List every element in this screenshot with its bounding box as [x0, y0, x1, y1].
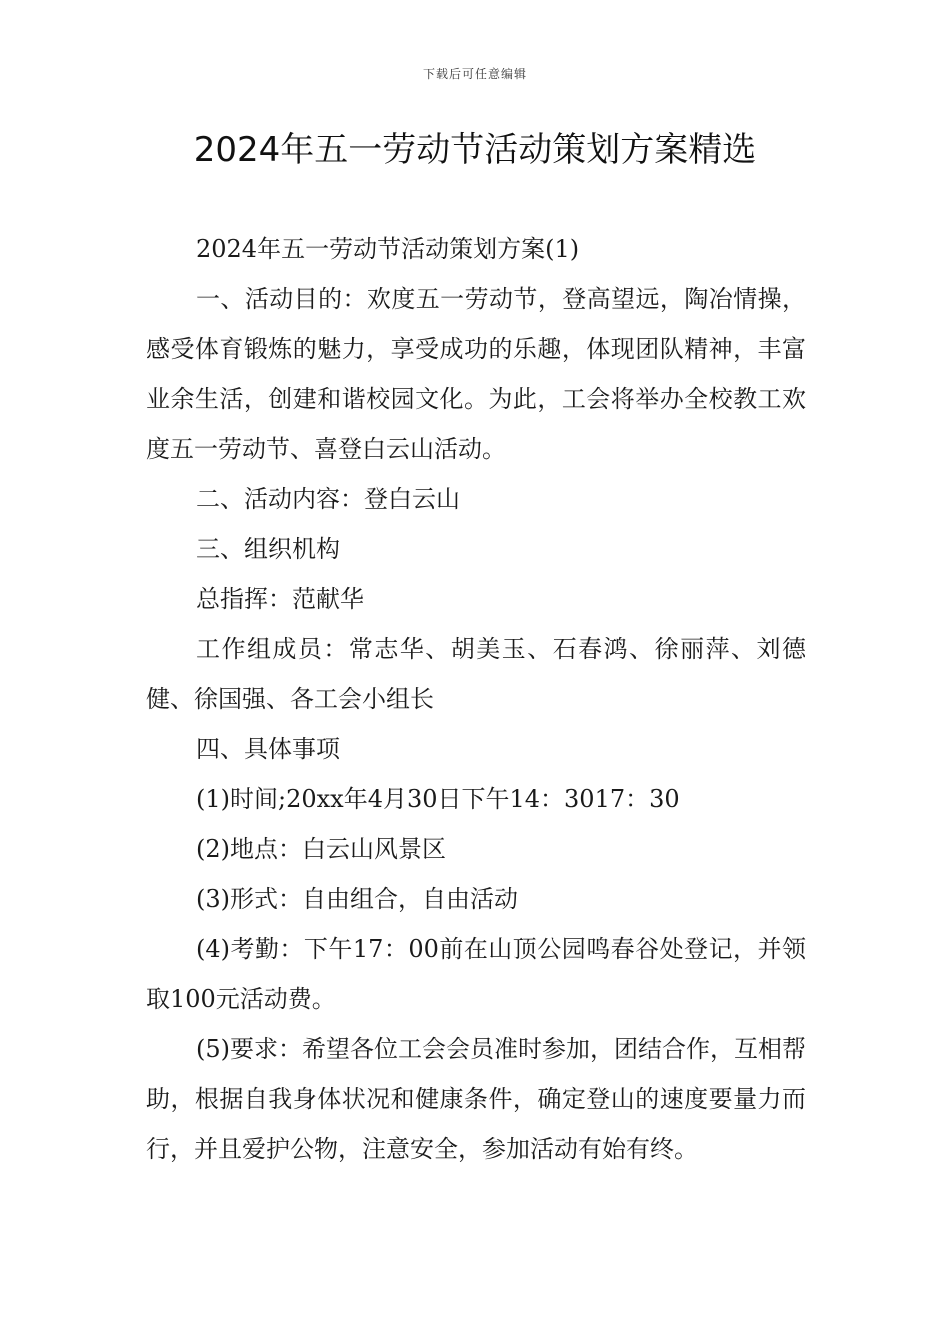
document-title: 2024年五一劳动节活动策划方案精选: [193, 130, 757, 170]
paragraph-organization: 三、组织机构: [196, 535, 340, 563]
paragraph-specific-items: 四、具体事项: [196, 735, 340, 763]
paragraph-requirements: (5)要求：希望各位工会会员准时参加，团结合作，互相帮助，根据自我身体状况和健康条件，确定登山的速度要量力而行，并且爱护公物，注意安全，参加活动有始有终。: [146, 1035, 806, 1163]
paragraph-attendance: (4)考勤：下午17：00前在山顶公园鸣春谷处登记，并领取100元活动费。: [146, 935, 806, 1013]
paragraph-activity-purpose: 一、活动目的：欢度五一劳动节，登高望远，陶冶情操，感受体育锻炼的魅力，享受成功的乐趣，体现团队精神，丰富业余生活，创建和谐校园文化。为此，工会将举办全校教工欢度五一劳动节、喜登白云山活动。: [146, 285, 806, 463]
paragraph-activity-content: 二、活动内容：登白云山: [196, 485, 460, 513]
paragraph-format: (3)形式：自由组合，自由活动: [196, 885, 518, 913]
paragraph-commander: 总指挥：范献华: [196, 585, 364, 613]
header-note: 下载后可任意编辑: [422, 67, 527, 81]
subtitle-paragraph: 2024年五一劳动节活动策划方案(1): [196, 235, 580, 263]
document-body: [146, 224, 806, 1174]
paragraph-time: (1)时间;20xx年4月30日下午14：3017：30: [196, 785, 680, 813]
paragraph-location: (2)地点：白云山风景区: [196, 835, 446, 863]
paragraph-team-members: 工作组成员：常志华、胡美玉、石春鸿、徐丽萍、刘德健、徐国强、各工会小组长: [146, 635, 806, 713]
